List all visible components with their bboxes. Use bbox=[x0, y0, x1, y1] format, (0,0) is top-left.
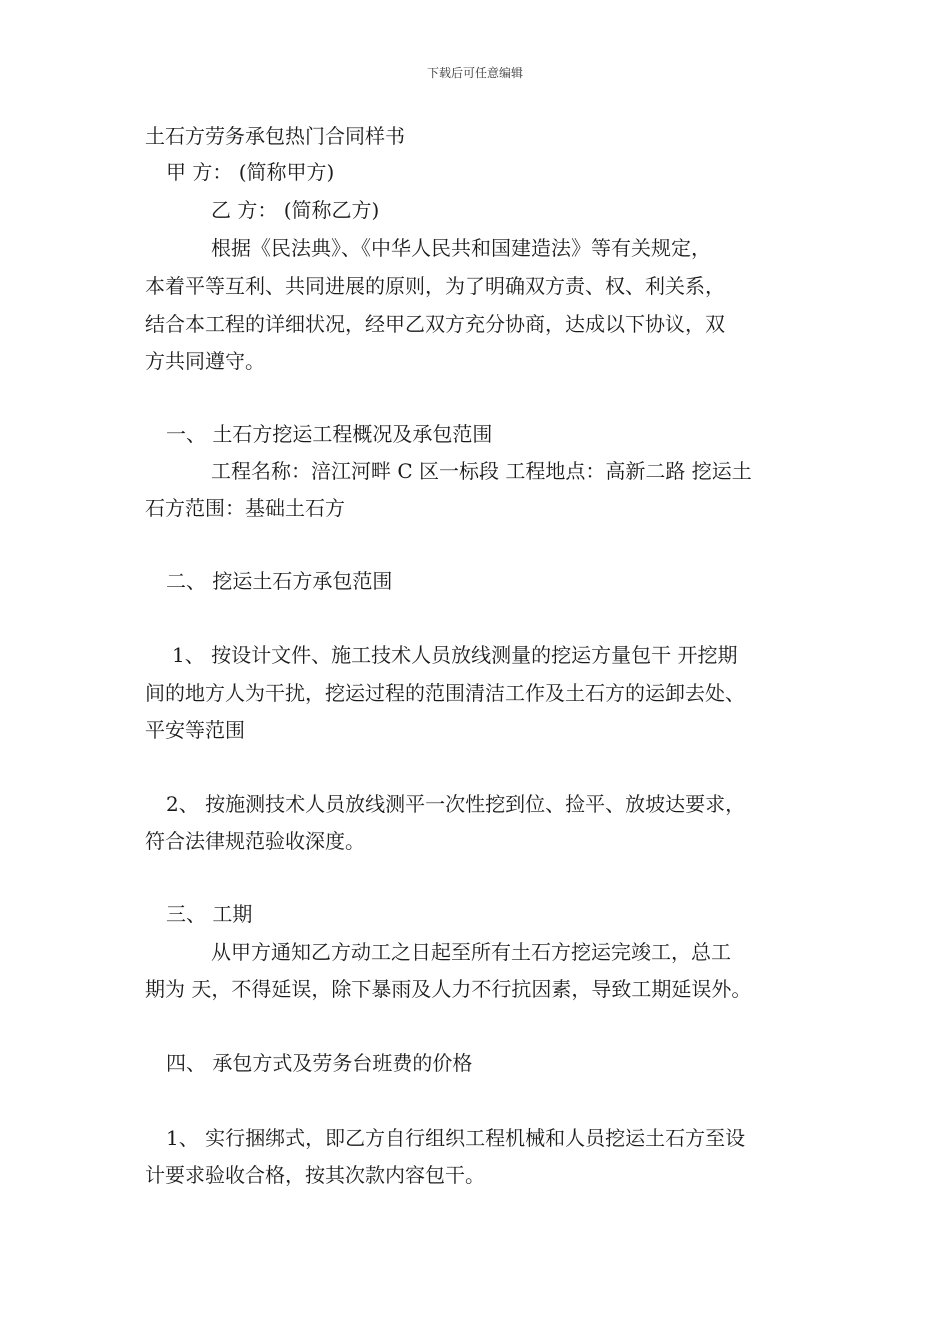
section-2-heading: 二、 挖运土石方承包范围 bbox=[166, 569, 393, 593]
intro-line: 方共同遵守。 bbox=[145, 349, 265, 373]
section-4-heading: 四、 承包方式及劳务台班费的价格 bbox=[166, 1051, 473, 1075]
page-header-note: 下载后可任意编辑 bbox=[426, 66, 523, 80]
section-2-item-1-line: 1、 按设计文件、施工技术人员放线测量的挖运方量包干 开挖期 bbox=[172, 643, 738, 667]
section-1-line: 石方范围：基础土石方 bbox=[145, 496, 345, 520]
section-2-item-1-line: 平安等范围 bbox=[145, 718, 245, 742]
section-2-item-2-line: 2、 按施测技术人员放线测平一次性挖到位、捡平、放坡达要求， bbox=[166, 792, 746, 816]
section-3-line: 从甲方通知乙方动工之日起至所有土石方挖运完竣工，总工 bbox=[211, 940, 731, 964]
intro-line: 结合本工程的详细状况，经甲乙双方充分协商，达成以下协议，双 bbox=[145, 312, 725, 336]
section-2-item-1-line: 间的地方人为干扰，挖运过程的范围清洁工作及土石方的运卸去处、 bbox=[145, 681, 745, 705]
party-a-line: 甲 方： (简称甲方) bbox=[166, 160, 335, 184]
party-b-line: 乙 方： (简称乙方) bbox=[211, 198, 380, 222]
section-1-heading: 一、 土石方挖运工程概况及承包范围 bbox=[166, 422, 493, 446]
intro-line: 本着平等互利、共同进展的原则，为了明确双方责、权、利关系， bbox=[145, 274, 725, 298]
section-3-line: 期为 天，不得延误，除下暴雨及人力不行抗因素，导致工期延误外。 bbox=[145, 977, 752, 1001]
section-4-item-1-line: 计要求验收合格，按其次款内容包干。 bbox=[145, 1163, 485, 1187]
intro-line: 根据《民法典》、《中华人民共和国建造法》等有关规定， bbox=[211, 236, 711, 260]
section-2-item-2-line: 符合法律规范验收深度。 bbox=[145, 829, 365, 853]
section-3-heading: 三、 工期 bbox=[166, 902, 253, 926]
section-4-item-1-line: 1、 实行捆绑式，即乙方自行组织工程机械和人员挖运土石方至设 bbox=[166, 1126, 746, 1150]
document-title: 土石方劳务承包热门合同样书 bbox=[145, 124, 405, 148]
section-1-line: 工程名称：涪江河畔 C 区一标段 工程地点：高新二路 挖运土 bbox=[211, 459, 752, 483]
